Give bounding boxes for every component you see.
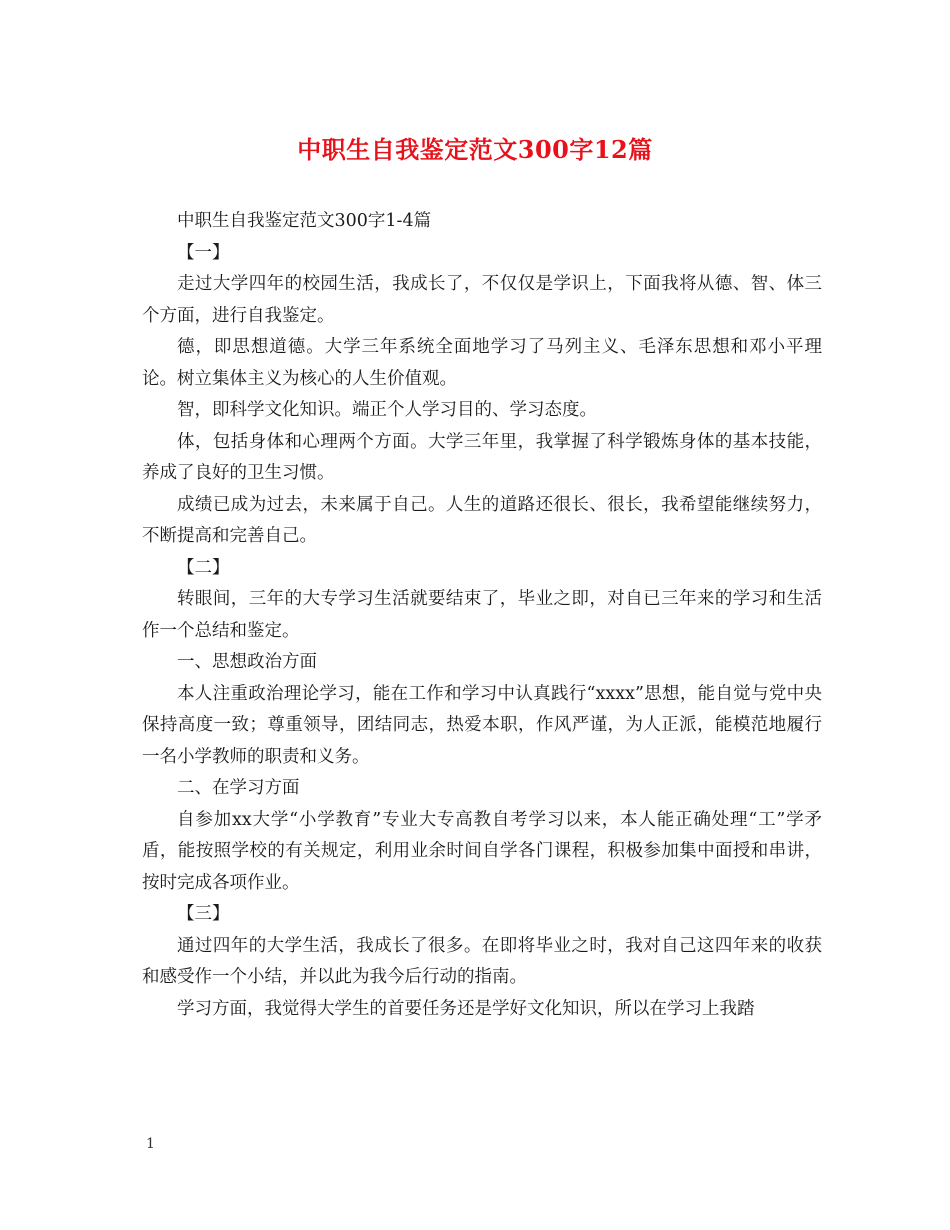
subheading: 一、思想政治方面 bbox=[177, 652, 317, 672]
section-heading-2: 【二】 bbox=[177, 557, 230, 578]
paragraph: 转眼间，三年的大专学习生活就要结束了，毕业之即，对自已三年来的学习和生活作一个总结和鉴定。 bbox=[142, 589, 822, 641]
paragraph: 本人注重政治理论学习，能在工作和学习中认真践行“xxxx”思想，能自觉与党中央保持高度一致；尊重领导，团结同志，热爱本职，作风严谨，为人正派，能模范地履行一名小学教师的职责和义务。 bbox=[142, 683, 822, 767]
paragraph: 成绩已成为过去，未来属于自己。人生的道路还很长、很长，我希望能继续努力，不断提高和完善自己。 bbox=[142, 494, 822, 546]
section-heading-1: 【一】 bbox=[177, 242, 230, 263]
document-body bbox=[142, 206, 822, 1025]
paragraph: 德，即思想道德。大学三年系统全面地学习了马列主义、毛泽东思想和邓小平理论。树立集体主义为核心的人生价值观。 bbox=[142, 337, 822, 389]
paragraph-subtitle: 中职生自我鉴定范文300字1-4篇 bbox=[177, 211, 432, 231]
document-title: 中职生自我鉴定范文300字12篇 bbox=[297, 135, 653, 164]
paragraph: 体，包括身体和心理两个方面。大学三年里，我掌握了科学锻炼身体的基本技能，养成了良好的卫生习惯。 bbox=[142, 431, 822, 483]
paragraph: 学习方面，我觉得大学生的首要任务还是学好文化知识，所以在学习上我踏 bbox=[177, 998, 755, 1019]
paragraph: 自参加xx大学“小学教育”专业大专高教自考学习以来，本人能正确处理“工”学矛盾，能按照学校的有关规定，利用业余时间自学各门课程，积极参加集中面授和串讲，按时完成各项作业。 bbox=[142, 809, 822, 893]
section-heading-3: 【三】 bbox=[177, 904, 230, 924]
page-number: 1 bbox=[146, 1136, 155, 1152]
paragraph: 智，即科学文化知识。端正个人学习目的、学习态度。 bbox=[177, 400, 597, 420]
paragraph: 走过大学四年的校园生活，我成长了，不仅仅是学识上，下面我将从德、智、体三个方面，进行自我鉴定。 bbox=[142, 274, 822, 326]
paragraph: 通过四年的大学生活，我成长了很多。在即将毕业之时，我对自己这四年来的收获和感受作一个小结，并以此为我今后行动的指南。 bbox=[142, 935, 822, 987]
subheading: 二、在学习方面 bbox=[177, 778, 300, 798]
